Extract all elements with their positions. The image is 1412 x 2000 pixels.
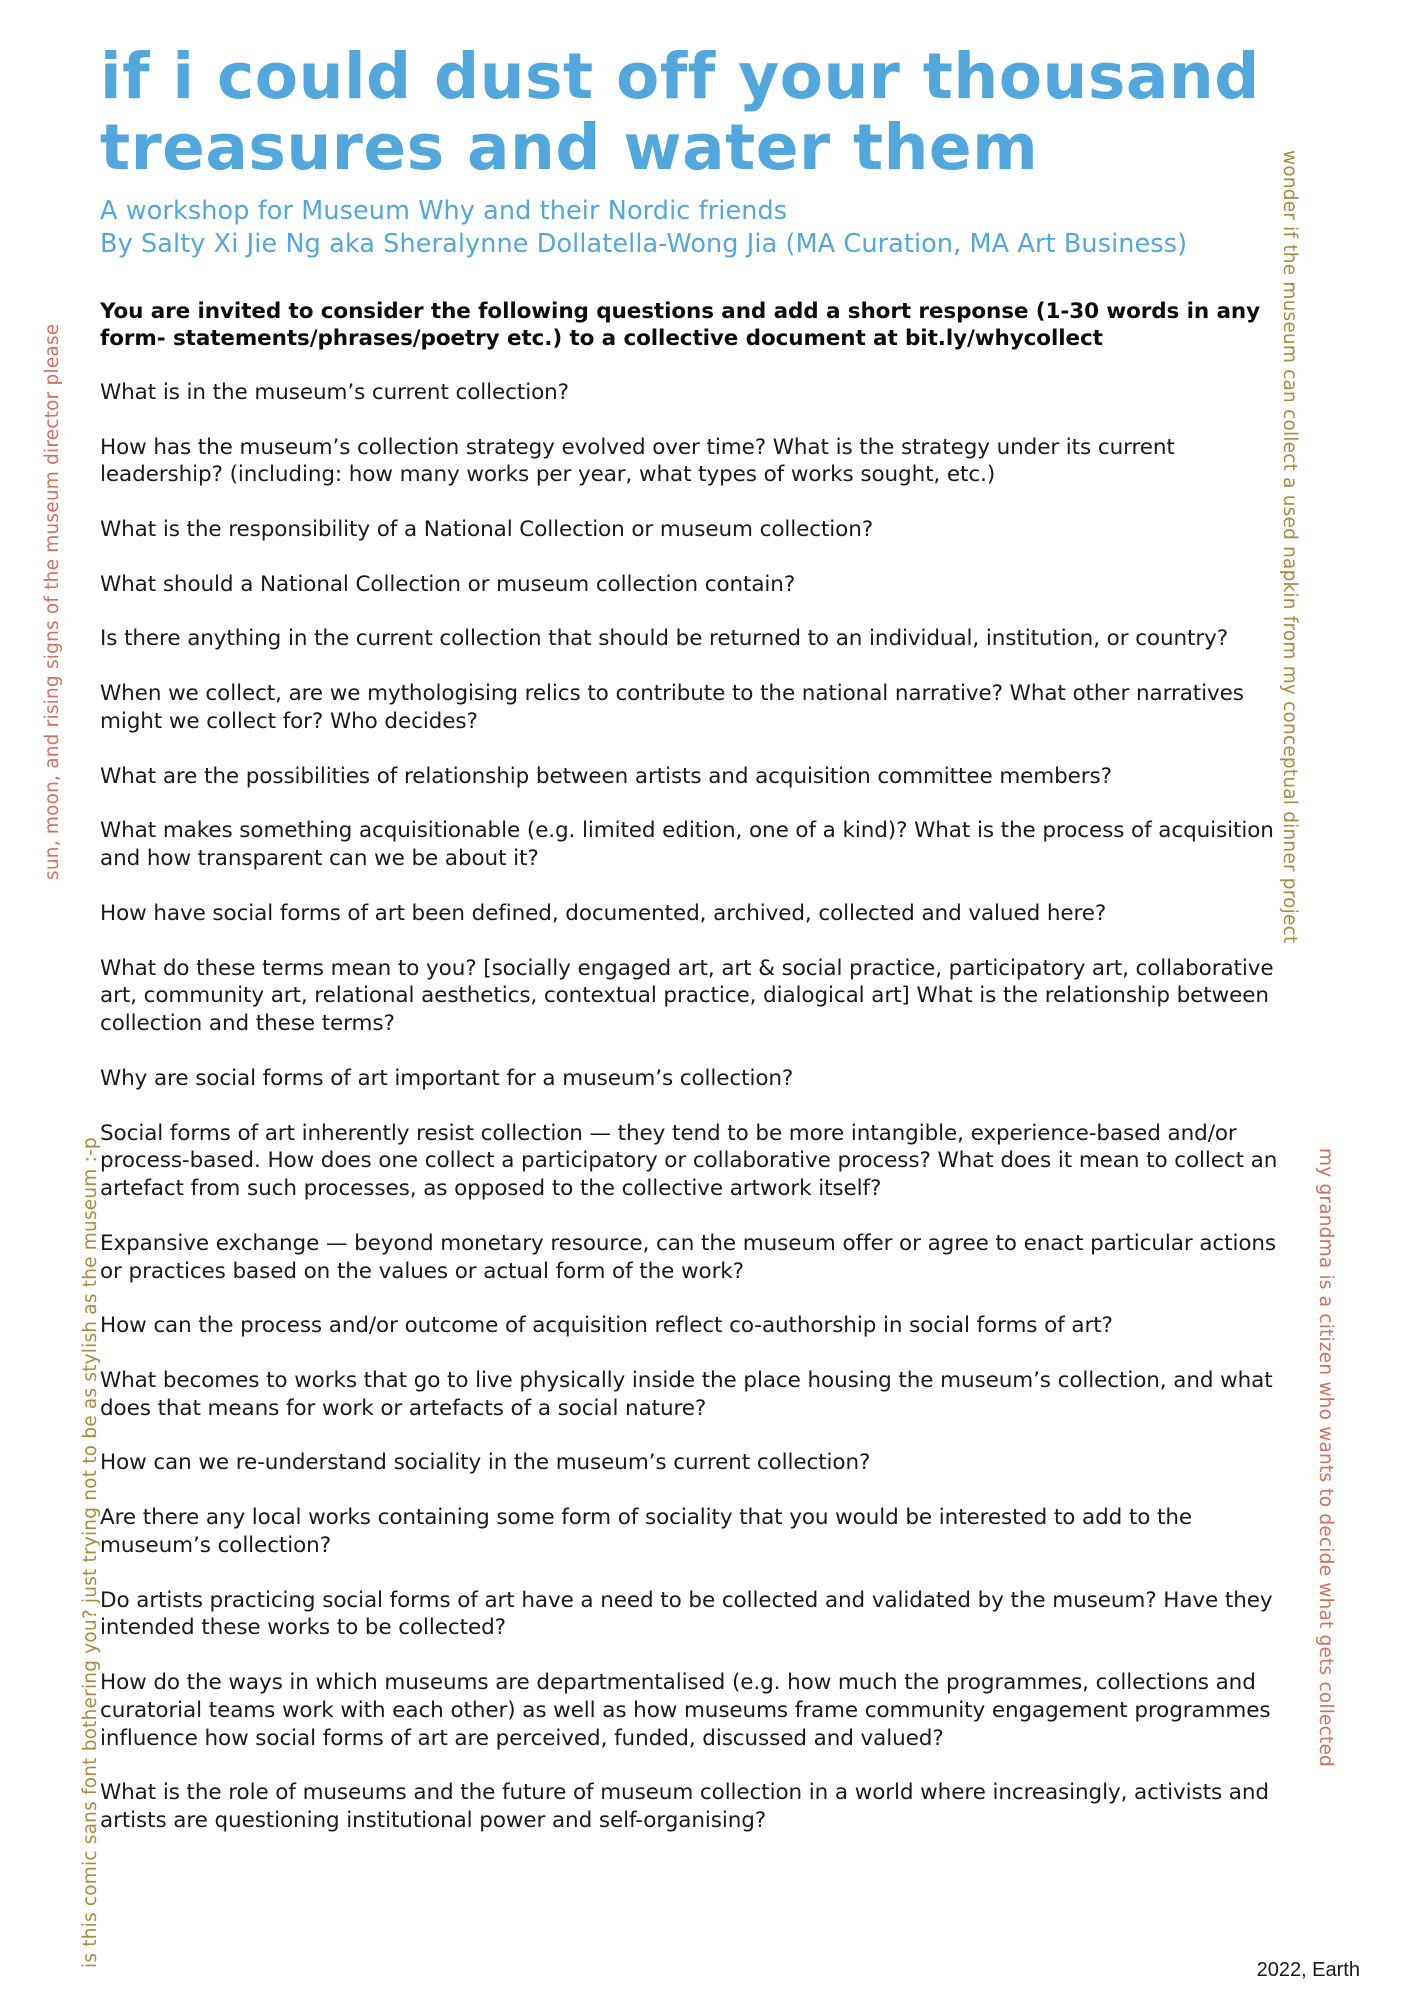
- question-item: What should a National Collection or museum collection contain?: [100, 571, 796, 597]
- question-item: What is in the museum’s current collection?: [100, 379, 569, 405]
- question-item: How do the ways in which museums are departmentalised (e.g. how much the programmes, collections and curatorial teams work with each other) as well as how museums frame community engagement programmes influence how social forms of art are perceived, funded, discussed and valued?: [100, 1670, 1271, 1751]
- question-item: How have social forms of art been defined, documented, archived, collected and valued here?: [100, 900, 1107, 926]
- margin-note-left-bottom: is this comic sans font bothering you? just trying not to be as stylish as the museum :-p: [80, 1137, 101, 1968]
- question-item: When we collect, are we mythologising relics to contribute to the national narrative? What other narratives might we collect for? Who decides?: [100, 681, 1244, 734]
- question-list: [100, 379, 1285, 1835]
- question-item: How can the process and/or outcome of acquisition reflect co-authorship in social forms of art?: [100, 1313, 1113, 1339]
- question-item: What is the role of museums and the future of museum collection in a world where increasingly, activists and artists are questioning institutional power and self-organising?: [100, 1780, 1269, 1834]
- question-item: What do these terms mean to you? [socially engaged art, art & social practice, participatory art, collaborative art, community art, relational aesthetics, contextual practice, dialogical art] What is the relationship between collection and these terms?: [100, 955, 1274, 1037]
- page-title: if i could dust off your thousand treasures and water them: [100, 40, 1260, 184]
- question-item: What is the responsibility of a National Collection or museum collection?: [100, 517, 874, 543]
- question-item: Social forms of art inherently resist collection — they tend to be more intangible, experience-based and/or process-based. How does one collect a participatory or collaborative process? What does it mean to collect an artefact from such processes, as opposed to the collective artwork itself?: [100, 1120, 1278, 1202]
- margin-note-right-bottom: my grandma is a citizen who wants to decide what gets collected: [1315, 1148, 1336, 1767]
- subtitle-author: By Salty Xi Jie Ng aka Sheralynne Dollatella-Wong Jia (MA Curation, MA Art Business): [100, 229, 1188, 260]
- question-item: Are there any local works containing some form of sociality that you would be interested to add to the museum’s collection?: [100, 1505, 1193, 1558]
- question-item: Do artists practicing social forms of art have a need to be collected and validated by the museum? Have they intended these works to be collected?: [100, 1587, 1273, 1641]
- question-item: Why are social forms of art important for a museum’s collection?: [100, 1065, 794, 1091]
- question-item: How can we re-understand sociality in the museum’s current collection?: [100, 1450, 871, 1476]
- question-item: What becomes to works that go to live physically inside the place housing the museum’s collection, and what does that means for work or artefacts of a social nature?: [100, 1367, 1273, 1421]
- question-item: Is there anything in the current collection that should be returned to an individual, institution, or country?: [100, 626, 1229, 652]
- question-item: What makes something acquisitionable (e.g. limited edition, one of a kind)? What is the process of acquisition and how transparent can we be about it?: [100, 818, 1274, 872]
- question-item: Expansive exchange — beyond monetary resource, can the museum offer or agree to enact particular actions or practices based on the values or actual form of the work?: [100, 1230, 1277, 1284]
- instructions-paragraph: You are invited to consider the following questions and add a short response (1-30 words in any form- statements/phrases/poetry etc.) to a collective document at bit.ly/whycollect: [100, 299, 1261, 351]
- question-item: What are the possibilities of relationship between artists and acquisition committee members?: [100, 763, 1112, 789]
- document-body: [100, 42, 1285, 1835]
- subtitle-workshop: A workshop for Museum Why and their Nordic friends: [100, 196, 788, 227]
- subtitle-block: [100, 195, 1285, 261]
- margin-note-left-top: sun, moon, and rising signs of the museum director please: [42, 323, 63, 880]
- question-item: How has the museum’s collection strategy evolved over time? What is the strategy under its current leadership? (including: how many works per year, what types of works sought, etc.): [100, 434, 1175, 488]
- margin-note-right-top: wonder if the museum can collect a used napkin from my conceptual dinner project: [1279, 150, 1300, 944]
- footer-credit: 2022, Earth: [1256, 1959, 1360, 1981]
